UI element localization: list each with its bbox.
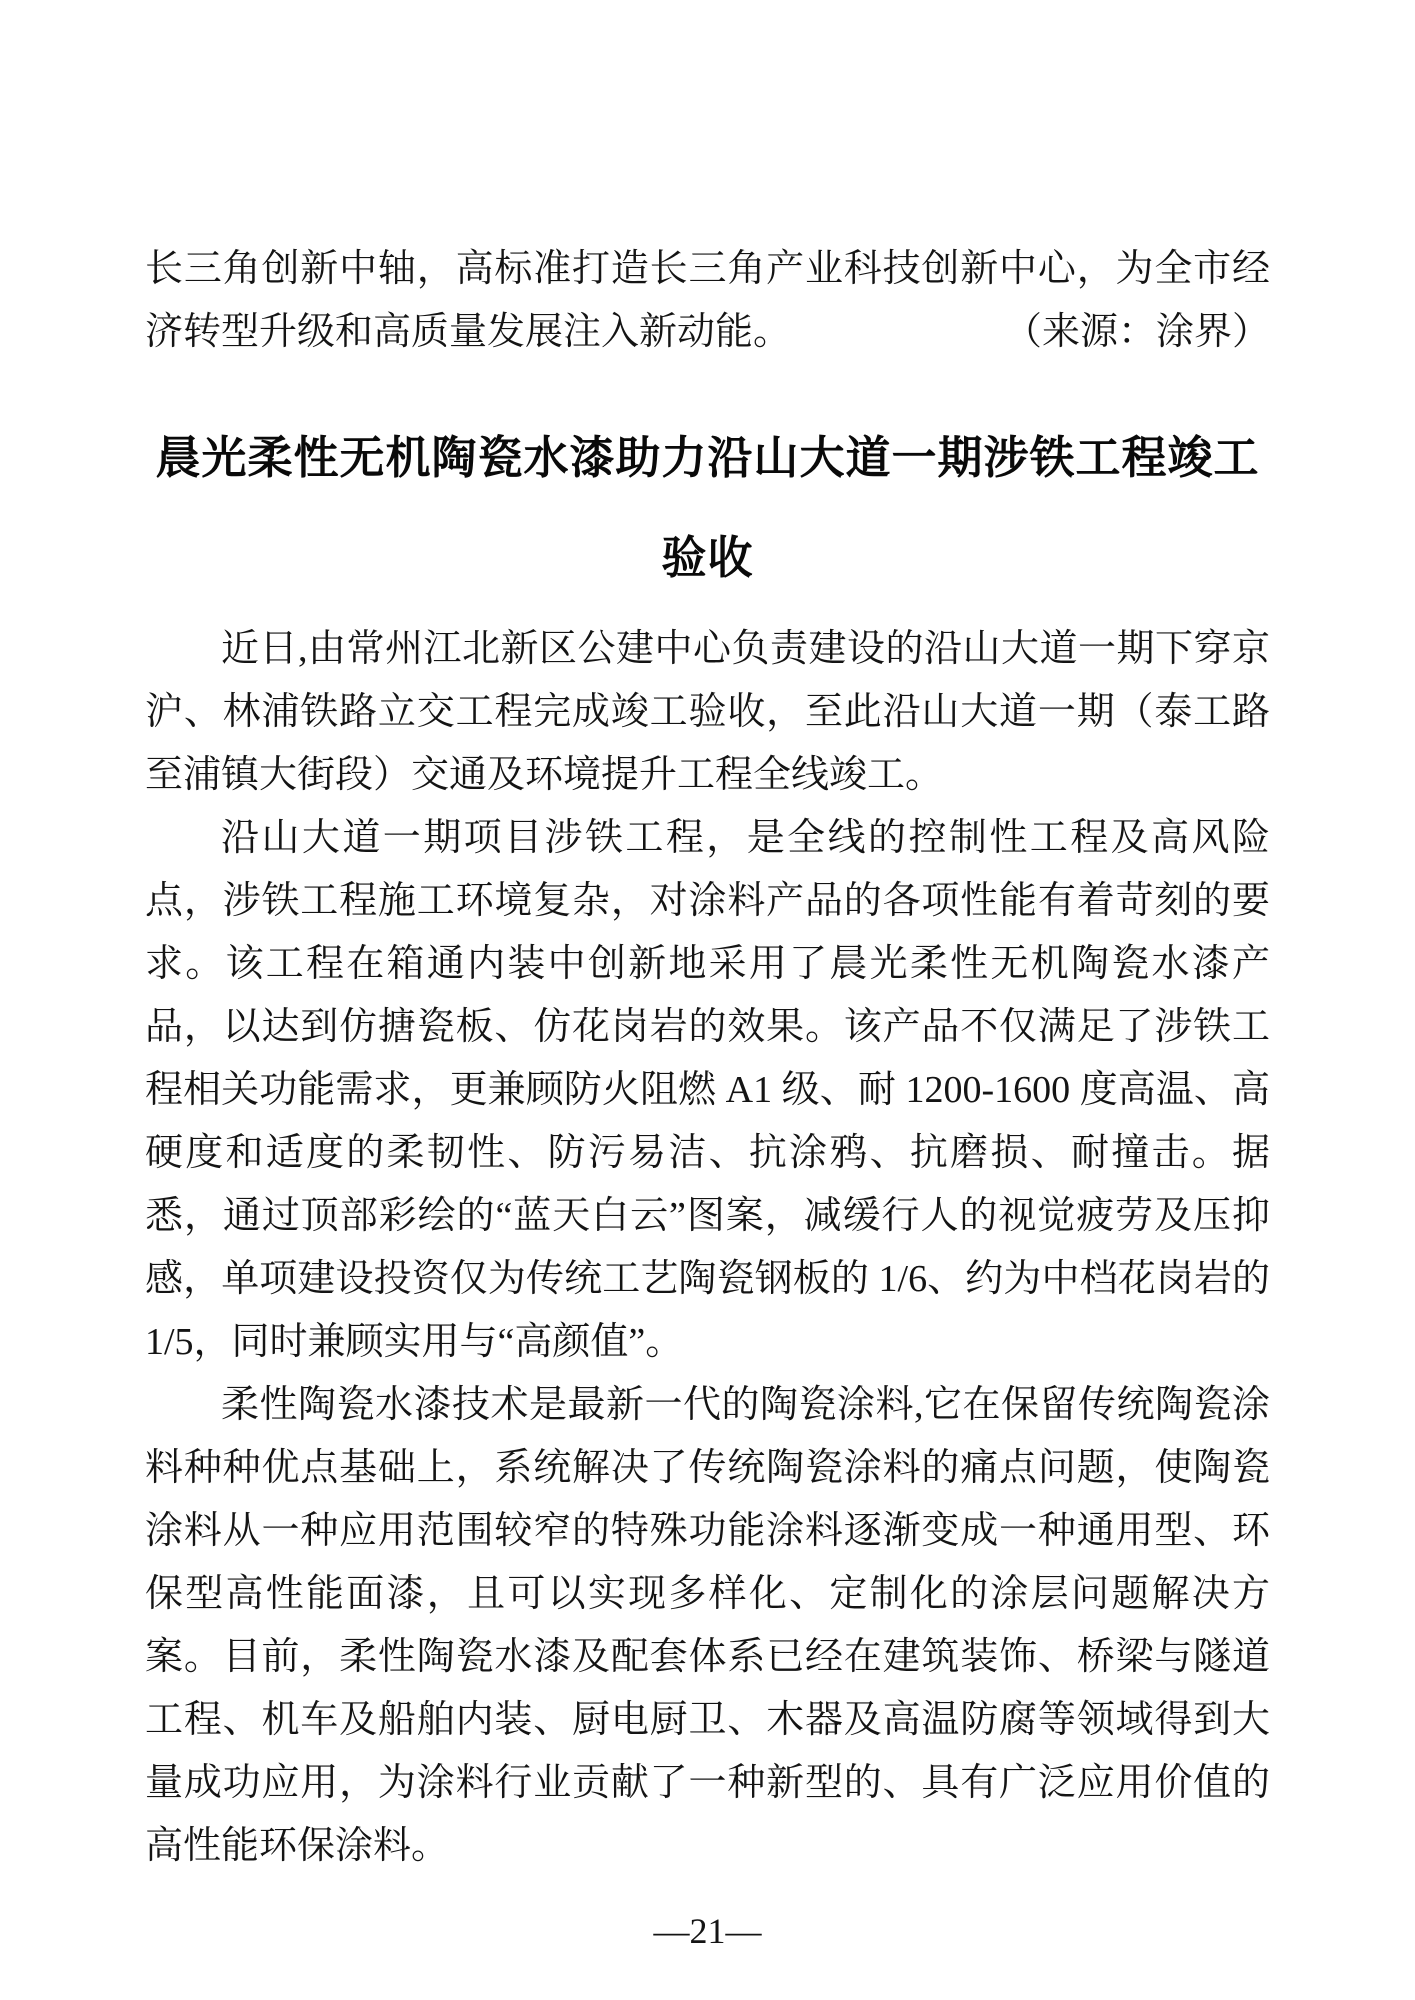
article-title-line-2: 验收 — [661, 533, 754, 583]
continuation-text: 长三角创新中轴，高标准打造长三角产业科技创新中心，为全市经济转型升级和高质量发展注入新动能。 — [145, 248, 1270, 353]
source-attribution: （来源：涂界） — [1003, 311, 1270, 353]
document-body — [145, 238, 1270, 1878]
paragraph-3: 柔性陶瓷水漆技术是最新一代的陶瓷涂料,它在保留传统陶瓷涂料种种优点基础上，系统解决了传统陶瓷涂料的痛点问题，使陶瓷涂料从一种应用范围较窄的特殊功能涂料逐渐变成一种通用型、环保型高性能面漆，且可以实现多样化、定制化的涂层问题解决方案。目前，柔性陶瓷水漆及配套体系已经在建筑装饰、桥梁与隧道工程、机车及船舶内装、厨电厨卫、木器及高温防腐等领域得到大量成功应用，为涂料行业贡献了一种新型的、具有广泛应用价值的高性能环保涂料。 — [145, 1384, 1270, 1867]
page-number: —21— — [653, 1911, 762, 1951]
article-title-line-1: 晨光柔性无机陶瓷水漆助力沿山大道一期涉铁工程竣工 — [155, 433, 1260, 483]
paragraph-2: 沿山大道一期项目涉铁工程，是全线的控制性工程及高风险点，涉铁工程施工环境复杂，对涂料产品的各项性能有着苛刻的要求。该工程在箱通内装中创新地采用了晨光柔性无机陶瓷水漆产品，以达到仿搪瓷板、仿花岗岩的效果。该产品不仅满足了涉铁工程相关功能需求，更兼顾防火阻燃 A1 级、耐 1200-1600 度高温、高硬度和适度的柔韧性、防污易洁、抗涂鸦、抗磨损、耐撞击。据悉，通过顶部彩绘的“蓝天白云”图案，减缓行人的视觉疲劳及压抑感，单项建设投资仅为传统工艺陶瓷钢板的 1/6、约为中档花岗岩的 1/5，同时兼顾实用与“高颜值”。 — [145, 817, 1270, 1363]
article-title — [145, 408, 1270, 608]
paragraph-continuation — [145, 238, 1270, 364]
paragraph-1: 近日,由常州江北新区公建中心负责建设的沿山大道一期下穿京沪、林浦铁路立交工程完成竣工验收，至此沿山大道一期（泰工路至浦镇大街段）交通及环境提升工程全线竣工。 — [145, 628, 1270, 796]
